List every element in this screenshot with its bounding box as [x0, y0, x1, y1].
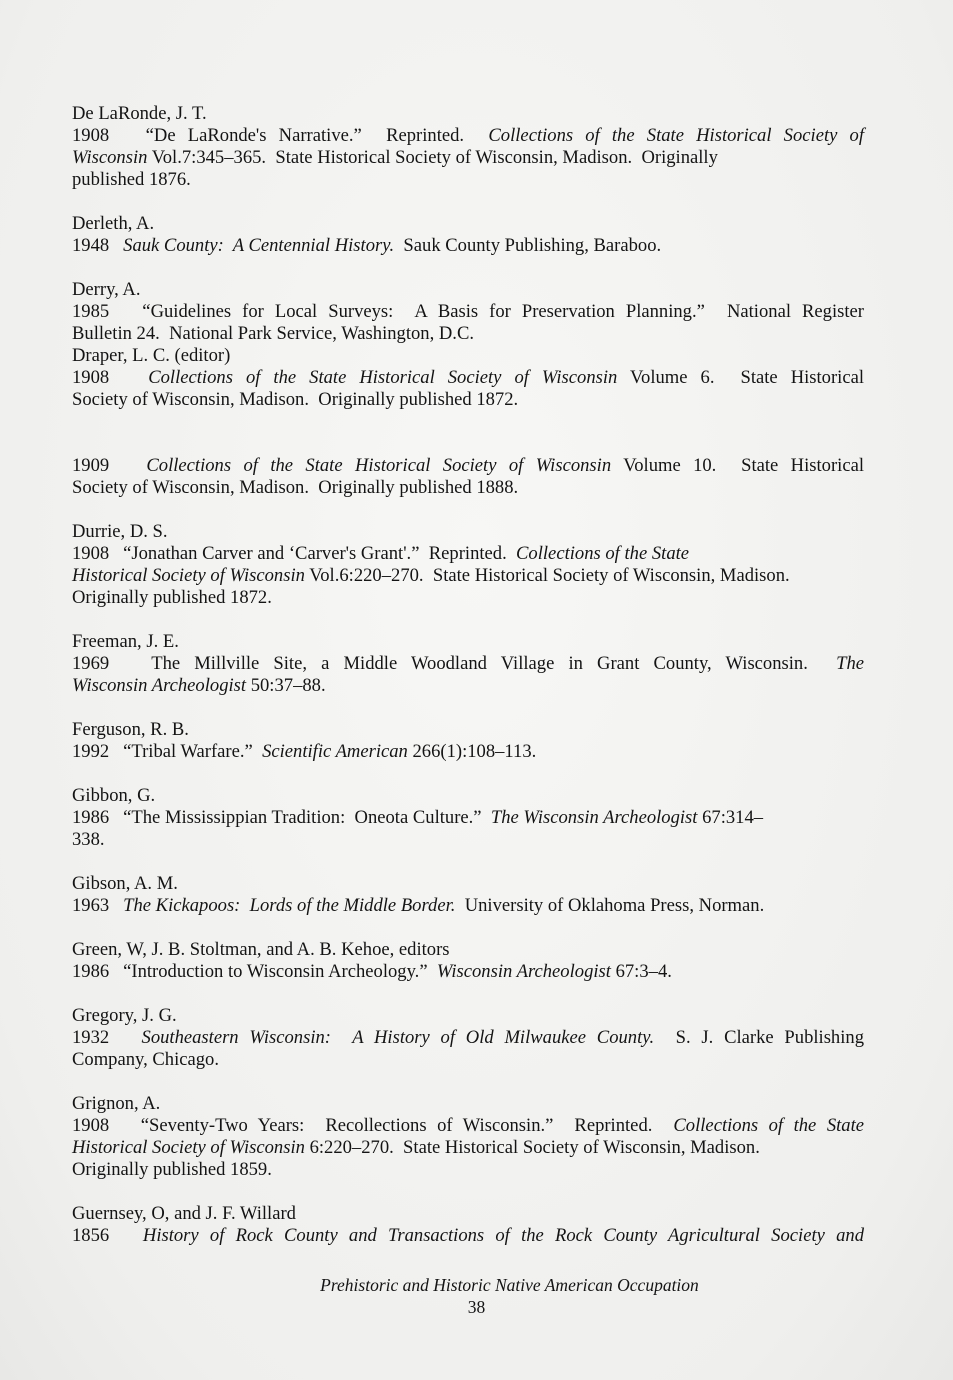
citation-text: Company, Chicago.	[72, 1049, 220, 1070]
bibliography-entry	[72, 873, 864, 917]
entry-citation-line	[72, 477, 864, 499]
entry-spacer	[72, 411, 864, 433]
citation-title-text: Historical Society of Wisconsin	[72, 565, 305, 586]
entry-citation-line	[72, 961, 864, 983]
citation-text: 67:314–	[697, 807, 764, 828]
citation-title-text: Wisconsin	[72, 147, 148, 168]
bibliography-entry	[72, 213, 864, 257]
bibliography-entry	[72, 785, 864, 851]
entry-spacer	[72, 499, 864, 521]
citation-text: Originally published 1872.	[72, 587, 272, 608]
bibliography-entry	[72, 719, 864, 763]
bibliography-entry	[72, 345, 864, 411]
citation-text: 1985 “Guidelines for Local Surveys: A Basis for Preservation Planning.” National Register	[72, 301, 864, 322]
bibliography-entry	[72, 103, 864, 191]
citation-title-text: The Wisconsin Archeologist	[490, 807, 698, 828]
entry-spacer	[72, 1181, 864, 1203]
citation-text: 1856	[72, 1225, 143, 1246]
entry-citation-line	[72, 169, 864, 191]
entry-author: Ferguson, R. B.	[72, 719, 189, 740]
entry-citation-line	[72, 653, 864, 675]
entry-spacer	[72, 257, 864, 279]
citation-text: 1909	[72, 455, 147, 476]
entry-citation-line	[72, 389, 864, 411]
entry-citation-line	[72, 543, 864, 565]
citation-text: published 1876.	[72, 169, 191, 190]
citation-text: 1932	[72, 1027, 142, 1048]
citation-text: Bulletin 24. National Park Service, Washington, D.C.	[72, 323, 475, 344]
entry-spacer	[72, 609, 864, 631]
citation-text: 1986 “The Mississippian Tradition: Oneota Culture.”	[72, 807, 491, 828]
entry-citation-line	[72, 565, 864, 587]
citation-text: 266(1):108–113.	[407, 741, 537, 762]
citation-title-text: Wisconsin Archeologist	[72, 675, 247, 696]
citation-text: 1908	[72, 367, 149, 388]
citation-text: 1992 “Tribal Warfare.”	[72, 741, 263, 762]
entry-citation-line	[72, 587, 864, 609]
citation-text: 1986 “Introduction to Wisconsin Archeology.”	[72, 961, 437, 982]
footer-title: Prehistoric and Historic Native American Occupation	[320, 1275, 699, 1295]
entry-author: Derleth, A.	[72, 213, 155, 234]
bibliography-entry	[72, 1005, 864, 1071]
bibliography-entry	[72, 433, 864, 499]
entry-citation-line	[72, 125, 864, 147]
citation-title-text: Collections of the State Historical Society of	[488, 125, 864, 146]
citation-title-text: Scientific American	[262, 741, 408, 762]
entry-spacer	[72, 763, 864, 785]
entry-citation-line	[72, 1027, 864, 1049]
citation-title-text: Collections of the State	[516, 543, 690, 564]
entry-citation-line	[72, 1159, 864, 1181]
bibliography-entry	[72, 521, 864, 609]
entry-author: Durrie, D. S.	[72, 521, 168, 542]
entry-citation-line	[72, 301, 864, 323]
citation-title-text: The Kickapoos: Lords of the Middle Border.	[123, 895, 456, 916]
entry-author: Guernsey, O, and J. F. Willard	[72, 1203, 296, 1224]
citation-title-text: Collections of the State Historical Society of Wisconsin	[148, 367, 618, 388]
bibliography-list	[72, 103, 864, 1247]
entry-spacer	[72, 851, 864, 873]
citation-text: 1948	[72, 235, 124, 256]
entry-citation-line	[72, 1115, 864, 1137]
entry-citation-line	[72, 675, 864, 697]
citation-text: S. J. Clarke Publishing	[654, 1027, 864, 1048]
citation-title-text: Southeastern Wisconsin: A History of Old Milwaukee County.	[141, 1027, 655, 1048]
entry-citation-line	[72, 235, 864, 257]
entry-spacer	[72, 697, 864, 719]
citation-text: 1969 The Millville Site, a Middle Woodland Village in Grant County, Wisconsin.	[72, 653, 837, 674]
entry-citation-line	[72, 829, 864, 851]
citation-title-text: Wisconsin Archeologist	[436, 961, 611, 982]
citation-text: Volume 10. State Historical	[611, 455, 865, 476]
entry-citation-line	[72, 1049, 864, 1071]
citation-text: Originally published 1859.	[72, 1159, 272, 1180]
entry-author: Green, W, J. B. Stoltman, and A. B. Kehoe, editors	[72, 939, 450, 960]
entry-citation-line	[72, 323, 864, 345]
citation-text: 6:220–270. State Historical Society of Wisconsin, Madison.	[304, 1137, 760, 1158]
entry-author: Derry, A.	[72, 279, 141, 300]
citation-text: 50:37–88.	[246, 675, 326, 696]
citation-text: Society of Wisconsin, Madison. Originally published 1888.	[72, 477, 519, 498]
bibliography-entry	[72, 939, 864, 983]
entry-author: De LaRonde, J. T.	[72, 103, 207, 124]
entry-citation-line	[72, 1225, 864, 1247]
entry-citation-line	[72, 1137, 864, 1159]
entry-author: Grignon, A.	[72, 1093, 161, 1114]
entry-citation-line	[72, 455, 864, 477]
citation-text: 1908 “Jonathan Carver and ‘Carver's Grant'.” Reprinted.	[72, 543, 517, 564]
page-number: 38	[467, 1297, 486, 1317]
entry-citation-line	[72, 367, 864, 389]
entry-citation-line	[72, 807, 864, 829]
entry-spacer	[72, 917, 864, 939]
citation-text: 1908 “De LaRonde's Narrative.” Reprinted.	[72, 125, 489, 146]
citation-text: University of Oklahoma Press, Norman.	[455, 895, 765, 916]
bibliography-entry	[72, 1203, 864, 1247]
entry-spacer	[72, 191, 864, 213]
bibliography-entry	[72, 279, 864, 345]
citation-text: Vol.6:220–270. State Historical Society of Wisconsin, Madison.	[304, 565, 790, 586]
citation-title-text: Collections of the State Historical Society of Wisconsin	[146, 455, 612, 476]
citation-title-text: Historical Society of Wisconsin	[72, 1137, 305, 1158]
entry-author: Gibbon, G.	[72, 785, 156, 806]
citation-title-text: The	[836, 653, 864, 674]
entry-author: Freeman, J. E.	[72, 631, 179, 652]
citation-text: Vol.7:345–365. State Historical Society of Wisconsin, Madison. Originally	[147, 147, 718, 168]
entry-author: Draper, L. C. (editor)	[72, 345, 231, 366]
bibliography-entry	[72, 1093, 864, 1181]
entry-citation-line	[72, 895, 864, 917]
entry-citation-line	[72, 147, 864, 169]
citation-text: 67:3–4.	[610, 961, 672, 982]
citation-text: 1963	[72, 895, 124, 916]
entry-author	[72, 433, 864, 455]
citation-text: Society of Wisconsin, Madison. Originally published 1872.	[72, 389, 519, 410]
citation-text: 1908 “Seventy-Two Years: Recollections of Wisconsin.” Reprinted.	[72, 1115, 674, 1136]
citation-text: 338.	[72, 829, 105, 850]
entry-author: Gibson, A. M.	[72, 873, 178, 894]
citation-title-text: History of Rock County and Transactions of the Rock County Agricultural Society and	[142, 1225, 864, 1246]
page-footer	[0, 1274, 953, 1318]
citation-text: Sauk County Publishing, Baraboo.	[394, 235, 662, 256]
citation-text: Volume 6. State Historical	[617, 367, 865, 388]
entry-spacer	[72, 983, 864, 1005]
citation-title-text: Sauk County: A Centennial History.	[123, 235, 395, 256]
entry-author: Gregory, J. G.	[72, 1005, 177, 1026]
citation-title-text: Collections of the State	[673, 1115, 864, 1136]
entry-spacer	[72, 1071, 864, 1093]
entry-citation-line	[72, 741, 864, 763]
bibliography-entry	[72, 631, 864, 697]
